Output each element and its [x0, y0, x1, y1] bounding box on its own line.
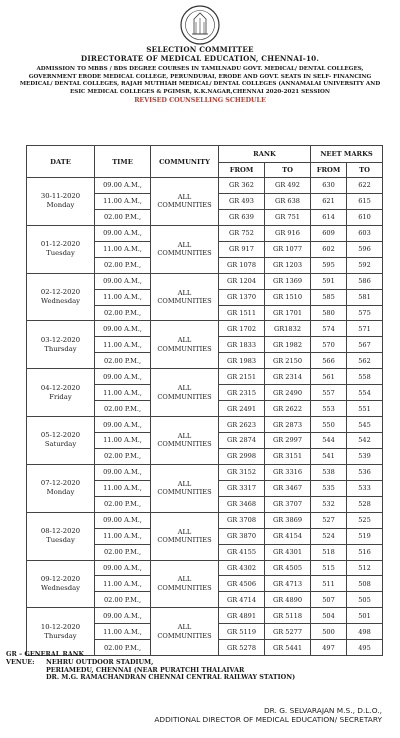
neet-from-cell: 541	[311, 448, 347, 464]
signature-block	[154, 706, 382, 724]
date-header: DATE	[27, 146, 95, 178]
table-row	[27, 417, 383, 433]
table-row	[27, 560, 383, 576]
rank-from-cell: GR 1702	[219, 321, 265, 337]
neet-from-cell: 518	[311, 544, 347, 560]
time-cell: 02.00 P.M.,	[95, 448, 151, 464]
community-cell: ALL COMMUNITIES	[151, 178, 219, 226]
rank-from-cell: GR 2151	[219, 369, 265, 385]
day-value: Monday	[46, 488, 75, 497]
neet-from-header: FROM	[311, 163, 347, 178]
signatory-name: DR. G. SELVARAJAN M.S., D.L.O.,	[263, 706, 382, 715]
date-cell	[27, 273, 95, 321]
rank-from-cell: GR 2874	[219, 433, 265, 449]
rank-to-cell: GR 2490	[265, 385, 311, 401]
neet-from-cell: 511	[311, 576, 347, 592]
neet-to-cell: 516	[347, 544, 383, 560]
neet-to-cell: 615	[347, 193, 383, 209]
date-value: 09-12-2020	[40, 574, 81, 583]
table-row	[27, 321, 383, 337]
rank-to-header: TO	[265, 163, 311, 178]
rank-to-cell: GR 1510	[265, 289, 311, 305]
rank-from-cell: GR 493	[219, 193, 265, 209]
rank-to-cell: GR 2997	[265, 433, 311, 449]
time-cell: 11.00 A.M.,	[95, 624, 151, 640]
rank-to-cell: GR 3316	[265, 464, 311, 480]
rank-from-cell: GR 1983	[219, 353, 265, 369]
neet-from-cell: 500	[311, 624, 347, 640]
gr-note: GR – GENERAL RANK	[6, 650, 85, 658]
rank-from-cell: GR 2998	[219, 448, 265, 464]
day-value: Saturday	[44, 440, 77, 449]
neet-to-cell: 501	[347, 608, 383, 624]
neet-from-cell: 566	[311, 353, 347, 369]
rank-from-cell: GR 4155	[219, 544, 265, 560]
rank-from-cell: GR 1833	[219, 337, 265, 353]
time-cell: 02.00 P.M.,	[95, 353, 151, 369]
community-cell: ALL COMMUNITIES	[151, 417, 219, 465]
time-header: TIME	[95, 146, 151, 178]
community-header: COMMUNITY	[151, 146, 219, 178]
rank-from-cell: GR 2491	[219, 401, 265, 417]
neet-to-cell: 558	[347, 369, 383, 385]
rank-from-cell: GR 5278	[219, 640, 265, 656]
neet-from-cell: 544	[311, 433, 347, 449]
community-cell: ALL COMMUNITIES	[151, 512, 219, 560]
time-cell: 02.00 P.M.,	[95, 401, 151, 417]
venue-line-2: PERIAMEDU, CHENNAI (NEAR PURATCHI THALAIVAR	[46, 665, 245, 674]
rank-to-cell: GR 4890	[265, 592, 311, 608]
table-row	[27, 464, 383, 480]
neet-from-cell: 609	[311, 225, 347, 241]
neet-from-cell: 630	[311, 178, 347, 194]
neet-to-cell: 508	[347, 576, 383, 592]
signatory-designation: ADDITIONAL DIRECTOR OF MEDICAL EDUCATION/ SECRETARY	[154, 715, 382, 724]
time-cell: 11.00 A.M.,	[95, 385, 151, 401]
time-cell: 11.00 A.M.,	[95, 433, 151, 449]
table-row	[27, 225, 383, 241]
rank-to-cell: GR 1203	[265, 257, 311, 273]
time-cell: 09.00 A.M.,	[95, 560, 151, 576]
neet-to-cell: 528	[347, 496, 383, 512]
rank-from-cell: GR 3317	[219, 480, 265, 496]
rank-to-cell: GR 3869	[265, 512, 311, 528]
neet-from-cell: 574	[311, 321, 347, 337]
neet-from-cell: 515	[311, 560, 347, 576]
date-value: 10-12-2020	[40, 622, 81, 631]
rank-from-cell: GR 4302	[219, 560, 265, 576]
time-cell: 11.00 A.M.,	[95, 576, 151, 592]
time-cell: 09.00 A.M.,	[95, 608, 151, 624]
neet-to-cell: 498	[347, 624, 383, 640]
venue-indent	[6, 667, 46, 675]
neet-to-cell: 545	[347, 417, 383, 433]
neet-from-cell: 580	[311, 305, 347, 321]
neet-from-cell: 550	[311, 417, 347, 433]
day-value: Tuesday	[46, 249, 75, 258]
time-cell: 09.00 A.M.,	[95, 512, 151, 528]
day-value: Wednesday	[41, 297, 80, 306]
rank-to-cell: GR 2622	[265, 401, 311, 417]
time-cell: 02.00 P.M.,	[95, 640, 151, 656]
neet-marks-header: NEET MARKS	[311, 146, 383, 163]
community-cell: ALL COMMUNITIES	[151, 273, 219, 321]
rank-from-cell: GR 639	[219, 209, 265, 225]
rank-from-cell: GR 3708	[219, 512, 265, 528]
neet-to-cell: 519	[347, 528, 383, 544]
date-value: 30-11-2020	[40, 192, 81, 201]
neet-from-cell: 535	[311, 480, 347, 496]
table-row	[27, 512, 383, 528]
neet-to-cell: 562	[347, 353, 383, 369]
neet-from-cell: 538	[311, 464, 347, 480]
community-cell: ALL COMMUNITIES	[151, 369, 219, 417]
time-cell: 09.00 A.M.,	[95, 417, 151, 433]
rank-from-cell: GR 1078	[219, 257, 265, 273]
neet-from-cell: 497	[311, 640, 347, 656]
day-value: Friday	[49, 392, 72, 401]
venue-label: VENUE:	[6, 657, 35, 666]
rank-from-cell: GR 362	[219, 178, 265, 194]
date-value: 07-12-2020	[40, 479, 81, 488]
date-value: 01-12-2020	[40, 240, 81, 249]
neet-from-cell: 532	[311, 496, 347, 512]
date-cell	[27, 417, 95, 465]
rank-from-cell: GR 1204	[219, 273, 265, 289]
rank-to-cell: GR 1982	[265, 337, 311, 353]
rank-from-cell: GR 1511	[219, 305, 265, 321]
table-row	[27, 608, 383, 624]
table-row	[27, 178, 383, 194]
rank-header: RANK	[219, 146, 311, 163]
date-cell	[27, 608, 95, 656]
admission-description: ADMISSION TO MBBS / BDS DEGREE COURSES IN TAMILNADU GOVT. MEDICAL/ DENTAL COLLEGES, GOVERNMENT ERODE MEDICAL COLLEGE, PERUNDURAI, ERODE AND GOVT. SEATS IN SELF- FINANCING MEDICAL/ DENTAL COLLEGES, RAJAH MUTHIAH MEDICAL/ DENTAL COLLEGES (ANNAMALAI UNIVERSITY AND ESIC MEDICAL COLLEGES & PGIMSR, K.K.NAGAR,CHENNAI 2020-2021 SESSION	[19, 66, 381, 95]
neet-from-cell: 557	[311, 385, 347, 401]
government-seal-icon	[170, 4, 230, 46]
neet-from-cell: 507	[311, 592, 347, 608]
rank-to-cell: GR 5277	[265, 624, 311, 640]
rank-from-cell: GR 1370	[219, 289, 265, 305]
time-cell: 11.00 A.M.,	[95, 337, 151, 353]
counselling-schedule-table	[26, 145, 383, 656]
rank-from-cell: GR 3468	[219, 496, 265, 512]
neet-to-cell: 495	[347, 640, 383, 656]
community-cell: ALL COMMUNITIES	[151, 464, 219, 512]
neet-to-cell: 603	[347, 225, 383, 241]
neet-to-cell: 592	[347, 257, 383, 273]
neet-to-cell: 536	[347, 464, 383, 480]
rank-to-cell: GR 5118	[265, 608, 311, 624]
time-cell: 02.00 P.M.,	[95, 305, 151, 321]
date-cell	[27, 225, 95, 273]
neet-from-cell: 553	[311, 401, 347, 417]
org-title: SELECTION COMMITTEE	[146, 45, 254, 54]
neet-to-cell: 575	[347, 305, 383, 321]
date-cell	[27, 512, 95, 560]
rank-to-cell: GR 1701	[265, 305, 311, 321]
neet-to-cell: 596	[347, 241, 383, 257]
neet-from-cell: 585	[311, 289, 347, 305]
schedule-title: REVISED COUNSELLING SCHEDULE	[134, 97, 266, 105]
rank-to-cell: GR 751	[265, 209, 311, 225]
time-cell: 02.00 P.M.,	[95, 496, 151, 512]
rank-to-cell: GR 3467	[265, 480, 311, 496]
day-value: Thursday	[44, 344, 77, 353]
neet-to-cell: 505	[347, 592, 383, 608]
rank-from-cell: GR 2623	[219, 417, 265, 433]
time-cell: 09.00 A.M.,	[95, 273, 151, 289]
rank-to-cell: GR 3707	[265, 496, 311, 512]
time-cell: 11.00 A.M.,	[95, 241, 151, 257]
time-cell: 02.00 P.M.,	[95, 209, 151, 225]
rank-to-cell: GR 492	[265, 178, 311, 194]
rank-to-cell: GR 1077	[265, 241, 311, 257]
neet-from-cell: 614	[311, 209, 347, 225]
date-value: 04-12-2020	[40, 383, 81, 392]
neet-to-cell: 539	[347, 448, 383, 464]
time-cell: 11.00 A.M.,	[95, 480, 151, 496]
rank-from-cell: GR 4506	[219, 576, 265, 592]
time-cell: 11.00 A.M.,	[95, 528, 151, 544]
table-row	[27, 273, 383, 289]
time-cell: 09.00 A.M.,	[95, 464, 151, 480]
neet-from-cell: 595	[311, 257, 347, 273]
rank-to-cell: GR 2314	[265, 369, 311, 385]
time-cell: 09.00 A.M.,	[95, 369, 151, 385]
neet-to-header: TO	[347, 163, 383, 178]
neet-from-cell: 561	[311, 369, 347, 385]
day-value: Tuesday	[46, 536, 75, 545]
neet-to-cell: 567	[347, 337, 383, 353]
rank-from-cell: GR 3152	[219, 464, 265, 480]
time-cell: 09.00 A.M.,	[95, 225, 151, 241]
neet-to-cell: 581	[347, 289, 383, 305]
rank-to-cell: GR 4505	[265, 560, 311, 576]
rank-to-cell: GR 916	[265, 225, 311, 241]
community-cell: ALL COMMUNITIES	[151, 560, 219, 608]
time-cell: 09.00 A.M.,	[95, 178, 151, 194]
rank-from-cell: GR 4891	[219, 608, 265, 624]
date-cell	[27, 178, 95, 226]
date-cell	[27, 321, 95, 369]
time-cell: 09.00 A.M.,	[95, 321, 151, 337]
time-cell: 11.00 A.M.,	[95, 289, 151, 305]
schedule-body	[27, 178, 383, 656]
rank-to-cell: GR 1369	[265, 273, 311, 289]
day-value: Monday	[46, 201, 75, 210]
rank-to-cell: GR 3151	[265, 448, 311, 464]
neet-to-cell: 512	[347, 560, 383, 576]
neet-to-cell: 542	[347, 433, 383, 449]
rank-from-cell: GR 752	[219, 225, 265, 241]
rank-from-cell: GR 4714	[219, 592, 265, 608]
time-cell: 02.00 P.M.,	[95, 592, 151, 608]
date-value: 03-12-2020	[40, 335, 81, 344]
neet-to-cell: 622	[347, 178, 383, 194]
neet-to-cell: 525	[347, 512, 383, 528]
neet-from-cell: 621	[311, 193, 347, 209]
rank-to-cell: GR 2873	[265, 417, 311, 433]
neet-to-cell: 551	[347, 401, 383, 417]
document-header	[6, 45, 394, 105]
neet-to-cell: 610	[347, 209, 383, 225]
date-value: 02-12-2020	[40, 288, 81, 297]
date-cell	[27, 464, 95, 512]
date-cell	[27, 369, 95, 417]
community-cell: ALL COMMUNITIES	[151, 608, 219, 656]
time-cell: 02.00 P.M.,	[95, 544, 151, 560]
venue-line-3: DR. M.G. RAMACHANDRAN CHENNAI CENTRAL RAILWAY STATION)	[46, 673, 296, 682]
community-cell: ALL COMMUNITIES	[151, 321, 219, 369]
neet-to-cell: 586	[347, 273, 383, 289]
rank-from-header: FROM	[219, 163, 265, 178]
community-cell: ALL COMMUNITIES	[151, 225, 219, 273]
footer-notes	[6, 651, 295, 682]
rank-to-cell: GR 4154	[265, 528, 311, 544]
rank-to-cell: GR 638	[265, 193, 311, 209]
neet-from-cell: 524	[311, 528, 347, 544]
date-value: 05-12-2020	[40, 431, 81, 440]
rank-to-cell: GR1832	[265, 321, 311, 337]
rank-to-cell: GR 5441	[265, 640, 311, 656]
directorate-title: DIRECTORATE OF MEDICAL EDUCATION, CHENNAI-10.	[80, 54, 320, 63]
day-value: Thursday	[44, 631, 77, 640]
neet-from-cell: 602	[311, 241, 347, 257]
neet-to-cell: 554	[347, 385, 383, 401]
date-value: 08-12-2020	[40, 527, 81, 536]
date-cell	[27, 560, 95, 608]
rank-from-cell: GR 5119	[219, 624, 265, 640]
venue-row-3	[6, 674, 295, 682]
rank-from-cell: GR 917	[219, 241, 265, 257]
rank-to-cell: GR 2150	[265, 353, 311, 369]
neet-to-cell: 533	[347, 480, 383, 496]
venue-line-1: NEHRU OUTDOOR STADIUM,	[46, 657, 154, 666]
rank-from-cell: GR 3870	[219, 528, 265, 544]
neet-from-cell: 570	[311, 337, 347, 353]
neet-from-cell: 591	[311, 273, 347, 289]
day-value: Wednesday	[41, 583, 80, 592]
time-cell: 02.00 P.M.,	[95, 257, 151, 273]
rank-from-cell: GR 2315	[219, 385, 265, 401]
neet-to-cell: 571	[347, 321, 383, 337]
neet-from-cell: 527	[311, 512, 347, 528]
rank-to-cell: GR 4713	[265, 576, 311, 592]
neet-from-cell: 504	[311, 608, 347, 624]
time-cell: 11.00 A.M.,	[95, 193, 151, 209]
venue-indent	[6, 674, 46, 682]
rank-to-cell: GR 4301	[265, 544, 311, 560]
table-row	[27, 369, 383, 385]
